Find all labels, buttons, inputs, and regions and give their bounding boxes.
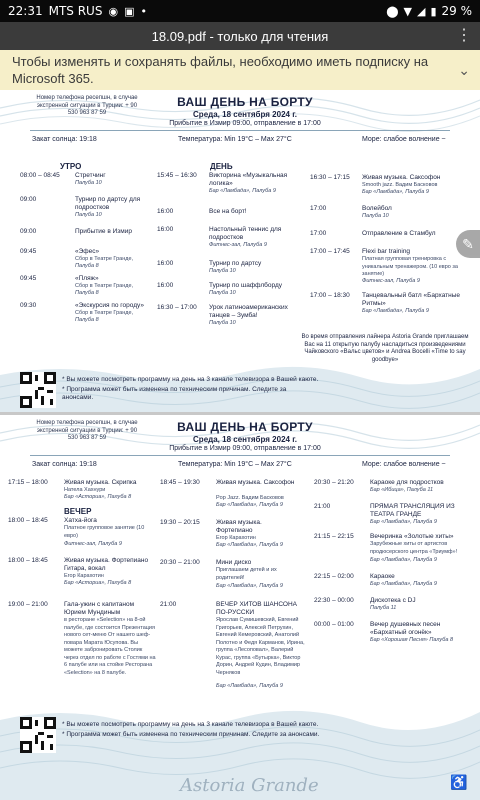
divider — [30, 455, 450, 456]
page-title: ВАШ ДЕНЬ НА БОРТУ — [177, 95, 313, 109]
document-viewer[interactable] — [0, 90, 480, 800]
whatsapp-icon: ◉ — [108, 4, 119, 18]
clock: 22:31 — [8, 4, 43, 18]
page-date: Среда, 18 сентября 2024 г. — [193, 435, 297, 444]
document-title: 18.09.pdf - только для чтения — [151, 28, 329, 44]
tv-note: * Вы можете посмотреть программу на день на 3 канале телевизора в Вашей каюте. — [62, 721, 319, 728]
location-icon: ⬤ — [386, 4, 399, 18]
pdf-page-2: Номер телефона ресепшн, в случае экстренной ситуации в Турции: + 90 530 963 87 59 ВАШ ДЕНЬ НА БОРТУ Среда, 18 сентября 2024 г. Прибытие в Измир 09:00, отправление в 17:00 Закат солнца: 19:18 Температура: Min 19°C – Max 27°C Море: слабое волнение ~ 17:15 – 18:00 Живая музыка. Скрипка Натела Хахнури Бар «Асториа», Палуба 8 ВЕЧЕР 18:00 – 18:45 Хатха-йога Платное групповое занятие (10 евро) Фитнес-зал, Палуба 9 18:00 – 18:45 Живая музыка. Фортепиано Гитара, вокал Егор Карахотин Бар «Асториа», Палуба 8 19:00 – 21:00 Гала-ужин с капитаном Юрием Мундиным в ресторане «Selection» на 8-ой палубе, где состоится Презентация нового сет-меню От нашего шеф-повара Марата Юсупова. Вы можете забронировать Столик через отдел по работе с Гостями на 6 палубе или на стойке Ресторана «Selection» на 8 палубе. 18:45 – 19:30 Живая музыка. Саксофон Pop Jazz. Вадим Басковов Бар «Ламбада», Палуба 9 19:30 – 20:15 Живая музыка. Фортепиано Егор Карахотин Бар «Ламбада», Палуба 9 20:30 – 21:00 Мини диско Приглашаем детей и их родителей! Бар «Ламбада», Палуба 9 21:00 ВЕЧЕР ХИТОВ ШАНСОНА ПО-РУССКИ Ярослав Сумишевский, Евгений Григорьев, Алексей Петрухин, Евгений Кемеровский, Анатолий Полотно и Федя Карманов, Ирина, группа «Лесоповал», Валерий Курас, группа «Бутырка», Виктор Дорин, Андрей Кудин, Владимир Черняков Бар «Ламбада», Палуба 9 20:30 – 21:20 Караоке для подростков Бар «Ибица», Палуба 11 21:00 ПРЯМАЯ ТРАНСЛЯЦИЯ ИЗ ТЕАТРА ГРАНДЕ Бар «Ламбада», Палуба 9 21:15 – 22:15 Вечеринка «Золотые хиты» Зарубежные хиты от артистов продюсерского центра «Триумф»! Бар «Ламбада», Палуба 9 22:15 – 02:00 Караоке Бар «Ламбада», Палуба 9 22:30 – 00:00 Дискотека с DJ Палуба 11 00:00 – 01:00 Вечер душевных песен «Бархатный огонёк» Бар «Хорошая Песня» Палуба 8 * Вы можете посмотреть программу на день на 3 канале телевизора в Вашей каюте. * Программа может быть изменена по техническим причинам. Следите за анонсами. Astoria Grande — [0, 415, 480, 800]
arrival-info: Прибытие в Измир 09:00, отправление в 17:00 — [169, 445, 321, 452]
pencil-icon[interactable]: ✎ — [456, 230, 480, 258]
change-note: * Программа может быть изменена по техническим причинам. Следите за анонсами. — [62, 386, 287, 401]
departure-note: Во время отправления лайнера Astoria Grande приглашаем Вас на 11 открытую палубу насладиться произведениями Чайковского «Вальс цветов» и Andrea Bocelli «Time to say goodbye» — [301, 334, 469, 363]
page-title: ВАШ ДЕНЬ НА БОРТУ — [177, 420, 313, 434]
brand-logo: Astoria Grande — [180, 775, 319, 796]
app-bar — [0, 22, 480, 50]
carrier: MTS RUS — [48, 4, 103, 18]
sunset-info: Закат солнца: 19:18 — [32, 461, 97, 468]
sim-icon: ▣ — [124, 4, 135, 18]
signal-icon: ◢ — [416, 4, 426, 18]
pdf-page-1: Номер телефона ресепшн, в случае экстренной ситуации в Турции: + 90 530 963 87 59 ВАШ ДЕНЬ НА БОРТУ Среда, 18 сентября 2024 г. Прибытие в Измир 09:00, отправление в 17:00 Закат солнца: 19:18 Температура: Min 19°C – Max 27°C Море: слабое волнение ~ УТРО 08:00 – 08:45 Стретчинг Палуба 10 09:00 Турнир по дартсу для подростков Палуба 10 09:00 Прибытие в Измир 09:45 «Эфес» Сбор в Театре Гранде, Палуба 8 09:45 «Пляж» Сбор в Театре Гранде, Палуба 8 09:30 «Экскурсия по городу» Сбор в Театре Гранде, Палуба 8 ДЕНЬ 15:45 – 16:30 Викторина «Музыкальная логика» Бар «Ламбада», Палуба 9 16:00 Все на борт! 16:00 Настольный теннис для подростков Фитнес-зал, Палуба 9 16:00 Турнир по дартсу Палуба 10 16:00 Турнир по шаффлборду Палуба 10 16:30 – 17:00 Урок латиноамериканских танцев – Зумба! Палуба 10 16:30 – 17:15 Живая музыка. Саксофон Smooth jazz. Вадим Басковов Бар «Ламбада», Палуба 9 17:00 Волейбол Палуба 10 17:00 Отправление в Стамбул 17:00 – 17:45 Flexi bar training Платная групповая тренировка с уникальным тренажером. (10 евро за занятие) Фитнес-зал, Палуба 9 17:00 – 18:30 Танцевальный батл «Бархатные Ритмы» Бар «Ламбада», Палуба 9 Во время отправления лайнера Astoria Grande приглашаем Вас на 11 открытую палубу насладиться произведениями Чайковского «Вальс цветов» и Andrea Bocelli «Time to say goodbye» * Вы можете посмотреть программу на день на 3 канале телевизора в Вашей каюте. * Программа может быть изменена по техническим причинам. Следите за анонсами. — [0, 90, 480, 415]
sea-info: Море: слабое волнение ~ — [362, 136, 446, 143]
divider — [30, 130, 450, 131]
banner-text: Чтобы изменять и сохранять файлы, необходимо иметь подписку на Microsoft 365. — [12, 54, 429, 86]
reception-phone: Номер телефона ресепшн, в случае экстренной ситуации в Турции: + 90 530 963 87 59 — [36, 95, 138, 116]
temperature-info: Температура: Min 19°C – Max 27°C — [178, 461, 292, 468]
subscription-banner[interactable] — [0, 50, 480, 90]
temperature-info: Температура: Min 19°C – Max 27°C — [178, 136, 292, 143]
battery-icon: ▮ — [430, 4, 437, 18]
dot-icon: • — [140, 4, 147, 18]
sunset-info: Закат солнца: 19:18 — [32, 136, 97, 143]
qr-code[interactable] — [20, 717, 56, 753]
battery-level: 29 % — [441, 4, 472, 18]
change-note: * Программа может быть изменена по техническим причинам. Следите за анонсами. — [62, 731, 320, 738]
sea-info: Море: слабое волнение ~ — [362, 461, 446, 468]
status-bar — [0, 0, 480, 22]
wifi-icon: ▼ — [403, 4, 412, 18]
arrival-info: Прибытие в Измир 09:00, отправление в 17:00 — [169, 120, 321, 127]
section-day: ДЕНЬ — [210, 162, 233, 171]
section-evening: ВЕЧЕР — [64, 507, 92, 516]
page-date: Среда, 18 сентября 2024 г. — [193, 110, 297, 119]
section-morning: УТРО — [60, 162, 82, 171]
qr-code[interactable] — [20, 372, 56, 408]
more-vert-icon[interactable]: ⋮ — [456, 27, 472, 44]
tv-note: * Вы можете посмотреть программу на день на 3 канале телевизора в Вашей каюте. — [62, 376, 319, 383]
reception-phone: Номер телефона ресепшн, в случае экстренной ситуации в Турции: + 90 530 963 87 59 — [36, 420, 138, 441]
wave-decoration — [0, 355, 480, 415]
chevron-down-icon[interactable]: ⌄ — [458, 62, 470, 78]
accessibility-icon[interactable]: ♿ — [450, 774, 468, 790]
